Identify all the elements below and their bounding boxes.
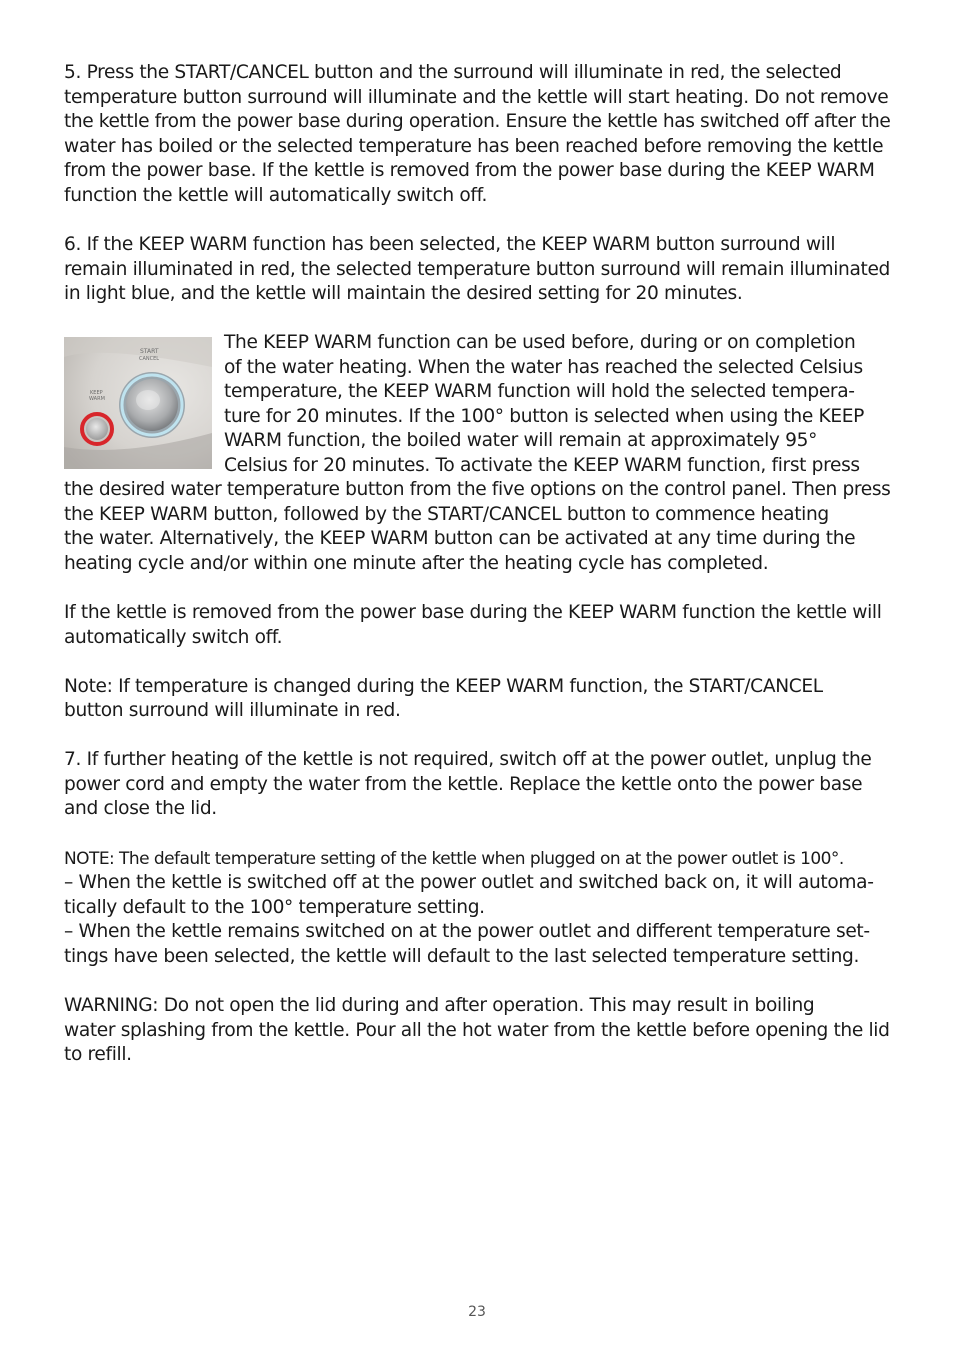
keep-warm-line: WARM function, the boiled water will remain at approximately 95° (224, 430, 818, 451)
removed-line: automatically switch off. (64, 627, 283, 648)
step6-line: 6. If the KEEP WARM function has been selected, the KEEP WARM button surround will (64, 234, 836, 255)
step7-line: and close the lid. (64, 798, 217, 819)
step7-line: 7. If further heating of the kettle is not required, switch off at the power outlet, unplug the (64, 749, 872, 770)
keep-warm-line: Celsius for 20 minutes. To activate the KEEP WARM function, first press (224, 455, 860, 476)
step5-line: temperature button surround will illuminate and the kettle will start heating. Do not remove (64, 87, 889, 108)
step5-line: 5. Press the START/CANCEL button and the surround will illuminate in red, the selected (64, 62, 842, 83)
keep-warm-line: temperature, the KEEP WARM function will hold the selected tempera- (224, 381, 855, 402)
note-line: Note: If temperature is changed during the KEEP WARM function, the START/CANCEL (64, 676, 823, 697)
note-default-line: NOTE: The default temperature setting of the kettle when plugged on at the power outlet is 100°. (64, 849, 844, 869)
page-number: 23 (468, 1304, 486, 1320)
step5-line: the kettle from the power base during operation. Ensure the kettle has switched off after the (64, 111, 891, 132)
keep-warm-line: The KEEP WARM function can be used before, during or on completion (224, 332, 856, 353)
keep-warm-line: the water. Alternatively, the KEEP WARM button can be activated at any time during the (64, 528, 856, 549)
photo-start-label: START (140, 348, 159, 355)
keep-warm-line: ture for 20 minutes. If the 100° button is selected when using the KEEP (224, 406, 864, 427)
step5-line: from the power base. If the kettle is removed from the power base during the KEEP WARM (64, 160, 875, 181)
step6-line: in light blue, and the kettle will maintain the desired setting for 20 minutes. (64, 283, 743, 304)
control-panel-illustration (64, 337, 212, 469)
step7-line: power cord and empty the water from the kettle. Replace the kettle onto the power base (64, 774, 863, 795)
warning-line: water splashing from the kettle. Pour all the hot water from the kettle before opening the lid (64, 1020, 890, 1041)
keep-warm-line: the KEEP WARM button, followed by the START/CANCEL button to commence heating (64, 504, 829, 525)
keep-warm-line: the desired water temperature button from the five options on the control panel. Then press (64, 479, 891, 500)
photo-keep-label: KEEP (90, 390, 103, 396)
note-default-line: tings have been selected, the kettle will default to the last selected temperature setting. (64, 946, 860, 967)
keep-warm-line: of the water heating. When the water has reached the selected Celsius (224, 357, 863, 378)
warning-line: to refill. (64, 1044, 132, 1065)
photo-cancel-label: CANCEL (139, 356, 160, 362)
note-default-line: – When the kettle is switched off at the power outlet and switched back on, it will automa- (64, 872, 874, 893)
note-line: button surround will illuminate in red. (64, 700, 401, 721)
step5-line: water has boiled or the selected temperature has been reached before removing the kettle (64, 136, 884, 157)
control-panel-photo (64, 337, 212, 469)
note-default-line: tically default to the 100° temperature setting. (64, 897, 485, 918)
keep-warm-line: heating cycle and/or within one minute after the heating cycle has completed. (64, 553, 769, 574)
removed-line: If the kettle is removed from the power base during the KEEP WARM function the kettle will (64, 602, 882, 623)
step5-line: function the kettle will automatically switch off. (64, 185, 488, 206)
note-default-line: – When the kettle remains switched on at the power outlet and different temperature set- (64, 921, 870, 942)
photo-warm-label: WARM (89, 396, 105, 402)
warning-line: WARNING: Do not open the lid during and after operation. This may result in boiling (64, 995, 815, 1016)
step6-line: remain illuminated in red, the selected temperature button surround will remain illuminated (64, 259, 890, 280)
